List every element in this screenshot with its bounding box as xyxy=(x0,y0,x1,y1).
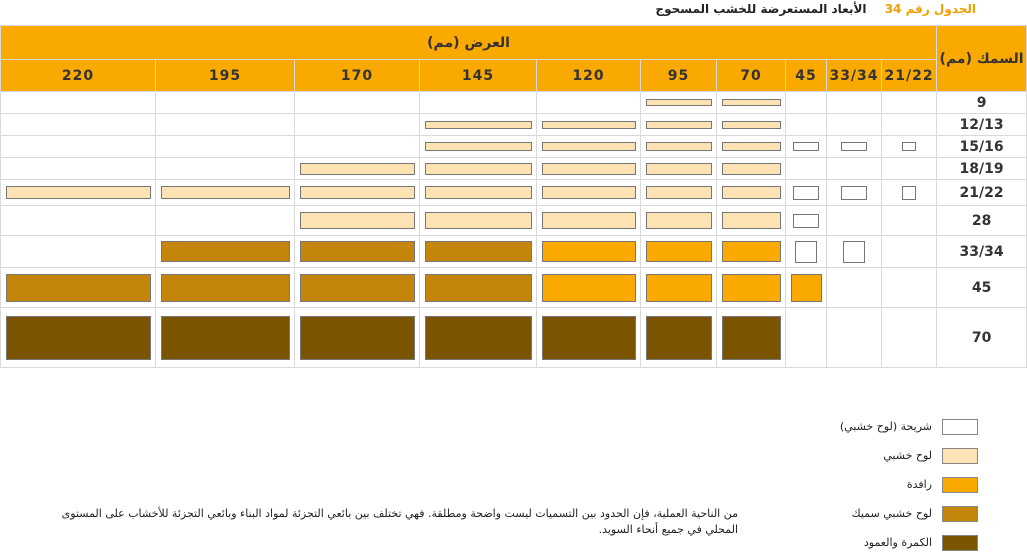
cell-170 xyxy=(295,158,420,180)
board-swatch xyxy=(646,212,712,229)
cell-195 xyxy=(156,180,295,206)
empty-swatch xyxy=(795,241,817,263)
width-col-header: 70 xyxy=(717,60,786,92)
table-row xyxy=(1,308,1027,368)
width-header: العرض (مم) xyxy=(1,26,937,60)
width-col-header: 95 xyxy=(641,60,717,92)
cell-95 xyxy=(641,268,717,308)
cell-195 xyxy=(156,136,295,158)
cell-70 xyxy=(717,308,786,368)
board-swatch xyxy=(646,142,712,151)
cell-220 xyxy=(1,136,156,158)
empty-swatch xyxy=(793,186,819,200)
cell-195 xyxy=(156,92,295,114)
cell-120 xyxy=(537,268,641,308)
beam-swatch xyxy=(161,316,290,360)
cell-70 xyxy=(717,268,786,308)
empty-swatch xyxy=(841,186,867,200)
table-row xyxy=(1,114,1027,136)
footnote: من الناحية العملية، فإن الحدود بين التسميات ليست واضحة ومطلقة. فهي تختلف بين بائعي التجزئة لمواد البناء وبائعي التجزئة للأخشاب على المستوى المحلي في جميع أنحاء السويد. xyxy=(61,507,738,536)
cell-145 xyxy=(420,92,537,114)
thickness-value: 70 xyxy=(937,308,1027,368)
cell-145 xyxy=(420,180,537,206)
board-swatch xyxy=(300,212,415,229)
table-row xyxy=(1,236,1027,268)
cell-45 xyxy=(786,114,827,136)
thickness-value: 33/34 xyxy=(937,236,1027,268)
plank-swatch xyxy=(300,241,415,262)
cell-70 xyxy=(717,92,786,114)
beam-swatch xyxy=(6,316,151,360)
cell-33-34 xyxy=(827,136,882,158)
empty-swatch xyxy=(843,241,865,263)
cell-33-34 xyxy=(827,268,882,308)
plank-swatch xyxy=(300,274,415,302)
cell-95 xyxy=(641,158,717,180)
board-swatch xyxy=(646,186,712,199)
cell-95 xyxy=(641,114,717,136)
cell-33-34 xyxy=(827,158,882,180)
table-number: الجدول رقم 34 xyxy=(884,2,976,16)
cell-45 xyxy=(786,206,827,236)
cell-70 xyxy=(717,180,786,206)
cell-120 xyxy=(537,180,641,206)
board-swatch xyxy=(542,142,636,151)
board-swatch xyxy=(722,142,781,151)
batten-swatch xyxy=(722,241,781,262)
legend-label: لوح خشبي سميك xyxy=(851,507,932,520)
cell-70 xyxy=(717,158,786,180)
thickness-value: 18/19 xyxy=(937,158,1027,180)
cell-45 xyxy=(786,136,827,158)
board-swatch xyxy=(542,186,636,199)
cell-195 xyxy=(156,158,295,180)
board-swatch xyxy=(722,99,781,106)
cell-45 xyxy=(786,308,827,368)
thickness-value: 28 xyxy=(937,206,1027,236)
cell-145 xyxy=(420,114,537,136)
board-swatch xyxy=(722,163,781,175)
cell-170 xyxy=(295,268,420,308)
cell-95 xyxy=(641,180,717,206)
thickness-value: 15/16 xyxy=(937,136,1027,158)
cell-21-22 xyxy=(882,114,937,136)
board-swatch xyxy=(300,163,415,175)
board-swatch xyxy=(425,186,532,199)
beam-swatch xyxy=(425,316,532,360)
cell-45 xyxy=(786,92,827,114)
cell-70 xyxy=(717,206,786,236)
legend-item-board xyxy=(678,441,978,470)
legend-swatch xyxy=(942,535,978,551)
board-swatch xyxy=(722,186,781,199)
cell-21-22 xyxy=(882,158,937,180)
cell-95 xyxy=(641,308,717,368)
cell-195 xyxy=(156,114,295,136)
cell-95 xyxy=(641,236,717,268)
plank-swatch xyxy=(425,241,532,262)
cell-170 xyxy=(295,114,420,136)
cell-195 xyxy=(156,206,295,236)
cell-145 xyxy=(420,158,537,180)
width-col-header: 145 xyxy=(420,60,537,92)
plank-swatch xyxy=(161,274,290,302)
cell-70 xyxy=(717,114,786,136)
cell-95 xyxy=(641,136,717,158)
cell-120 xyxy=(537,114,641,136)
legend-swatch xyxy=(942,477,978,493)
beam-swatch xyxy=(646,316,712,360)
cell-120 xyxy=(537,158,641,180)
batten-swatch xyxy=(646,274,712,302)
empty-swatch xyxy=(793,214,819,228)
cell-120 xyxy=(537,136,641,158)
thickness-value: 21/22 xyxy=(937,180,1027,206)
cell-220 xyxy=(1,268,156,308)
cell-195 xyxy=(156,268,295,308)
empty-swatch xyxy=(902,186,916,200)
cell-21-22 xyxy=(882,268,937,308)
cell-33-34 xyxy=(827,236,882,268)
legend-item-batten xyxy=(678,470,978,499)
cell-21-22 xyxy=(882,180,937,206)
thickness-value: 12/13 xyxy=(937,114,1027,136)
cell-70 xyxy=(717,236,786,268)
legend-label: الكمرة والعمود xyxy=(863,536,932,549)
cell-120 xyxy=(537,92,641,114)
legend-item-empty xyxy=(678,412,978,441)
cell-220 xyxy=(1,308,156,368)
beam-swatch xyxy=(722,316,781,360)
beam-swatch xyxy=(542,316,636,360)
table-title xyxy=(655,2,976,16)
thickness-value: 45 xyxy=(937,268,1027,308)
plank-swatch xyxy=(161,241,290,262)
cell-170 xyxy=(295,92,420,114)
board-swatch xyxy=(722,121,781,129)
cell-120 xyxy=(537,206,641,236)
board-swatch xyxy=(542,121,636,129)
table-row xyxy=(1,158,1027,180)
cell-170 xyxy=(295,206,420,236)
table-row xyxy=(1,136,1027,158)
table-row xyxy=(1,92,1027,114)
cell-33-34 xyxy=(827,206,882,236)
cell-220 xyxy=(1,206,156,236)
board-swatch xyxy=(646,121,712,129)
width-col-header: 195 xyxy=(156,60,295,92)
batten-swatch xyxy=(542,241,636,262)
width-col-header: 33/34 xyxy=(827,60,882,92)
cell-220 xyxy=(1,158,156,180)
board-swatch xyxy=(6,186,151,199)
cell-170 xyxy=(295,236,420,268)
plank-swatch xyxy=(425,274,532,302)
table-caption: الأبعاد المستعرضة للخشب المسحوج xyxy=(655,2,867,16)
cell-170 xyxy=(295,308,420,368)
table-row xyxy=(1,206,1027,236)
empty-swatch xyxy=(793,142,819,151)
cell-195 xyxy=(156,308,295,368)
legend-label: لوح خشبي xyxy=(883,449,932,462)
width-col-header: 45 xyxy=(786,60,827,92)
legend-label: شريحة (لوح خشبي) xyxy=(839,420,932,433)
cell-33-34 xyxy=(827,308,882,368)
dimensions-table xyxy=(0,25,1027,368)
cell-33-34 xyxy=(827,92,882,114)
cell-220 xyxy=(1,236,156,268)
batten-swatch xyxy=(791,274,822,302)
cell-170 xyxy=(295,136,420,158)
board-swatch xyxy=(722,212,781,229)
cell-45 xyxy=(786,268,827,308)
cell-45 xyxy=(786,180,827,206)
table-row xyxy=(1,268,1027,308)
cell-21-22 xyxy=(882,206,937,236)
plank-swatch xyxy=(6,274,151,302)
board-swatch xyxy=(425,212,532,229)
board-swatch xyxy=(300,186,415,199)
board-swatch xyxy=(161,186,290,199)
board-swatch xyxy=(542,212,636,229)
cell-21-22 xyxy=(882,92,937,114)
cell-145 xyxy=(420,236,537,268)
cell-145 xyxy=(420,308,537,368)
legend-swatch xyxy=(942,506,978,522)
cell-145 xyxy=(420,136,537,158)
batten-swatch xyxy=(542,274,636,302)
batten-swatch xyxy=(722,274,781,302)
cell-21-22 xyxy=(882,136,937,158)
cell-145 xyxy=(420,268,537,308)
board-swatch xyxy=(425,163,532,175)
cell-220 xyxy=(1,114,156,136)
board-swatch xyxy=(425,142,532,151)
beam-swatch xyxy=(300,316,415,360)
cell-220 xyxy=(1,92,156,114)
cell-195 xyxy=(156,236,295,268)
board-swatch xyxy=(646,99,712,106)
thickness-value: 9 xyxy=(937,92,1027,114)
board-swatch xyxy=(542,163,636,175)
empty-swatch xyxy=(841,142,867,151)
legend-swatch xyxy=(942,448,978,464)
cell-33-34 xyxy=(827,180,882,206)
width-col-header: 120 xyxy=(537,60,641,92)
cell-170 xyxy=(295,180,420,206)
width-col-header: 21/22 xyxy=(882,60,937,92)
cell-33-34 xyxy=(827,114,882,136)
legend-label: رافدة xyxy=(906,478,932,491)
table-row xyxy=(1,180,1027,206)
width-col-header: 170 xyxy=(295,60,420,92)
cell-21-22 xyxy=(882,236,937,268)
cell-70 xyxy=(717,136,786,158)
cell-95 xyxy=(641,206,717,236)
board-swatch xyxy=(646,163,712,175)
empty-swatch xyxy=(902,142,916,151)
board-swatch xyxy=(425,121,532,129)
cell-45 xyxy=(786,158,827,180)
cell-145 xyxy=(420,206,537,236)
batten-swatch xyxy=(646,241,712,262)
cell-21-22 xyxy=(882,308,937,368)
width-col-header: 220 xyxy=(1,60,156,92)
cell-95 xyxy=(641,92,717,114)
thickness-header: السمك (مم) xyxy=(937,26,1027,92)
legend-swatch xyxy=(942,419,978,435)
cell-45 xyxy=(786,236,827,268)
cell-220 xyxy=(1,180,156,206)
cell-120 xyxy=(537,308,641,368)
cell-120 xyxy=(537,236,641,268)
